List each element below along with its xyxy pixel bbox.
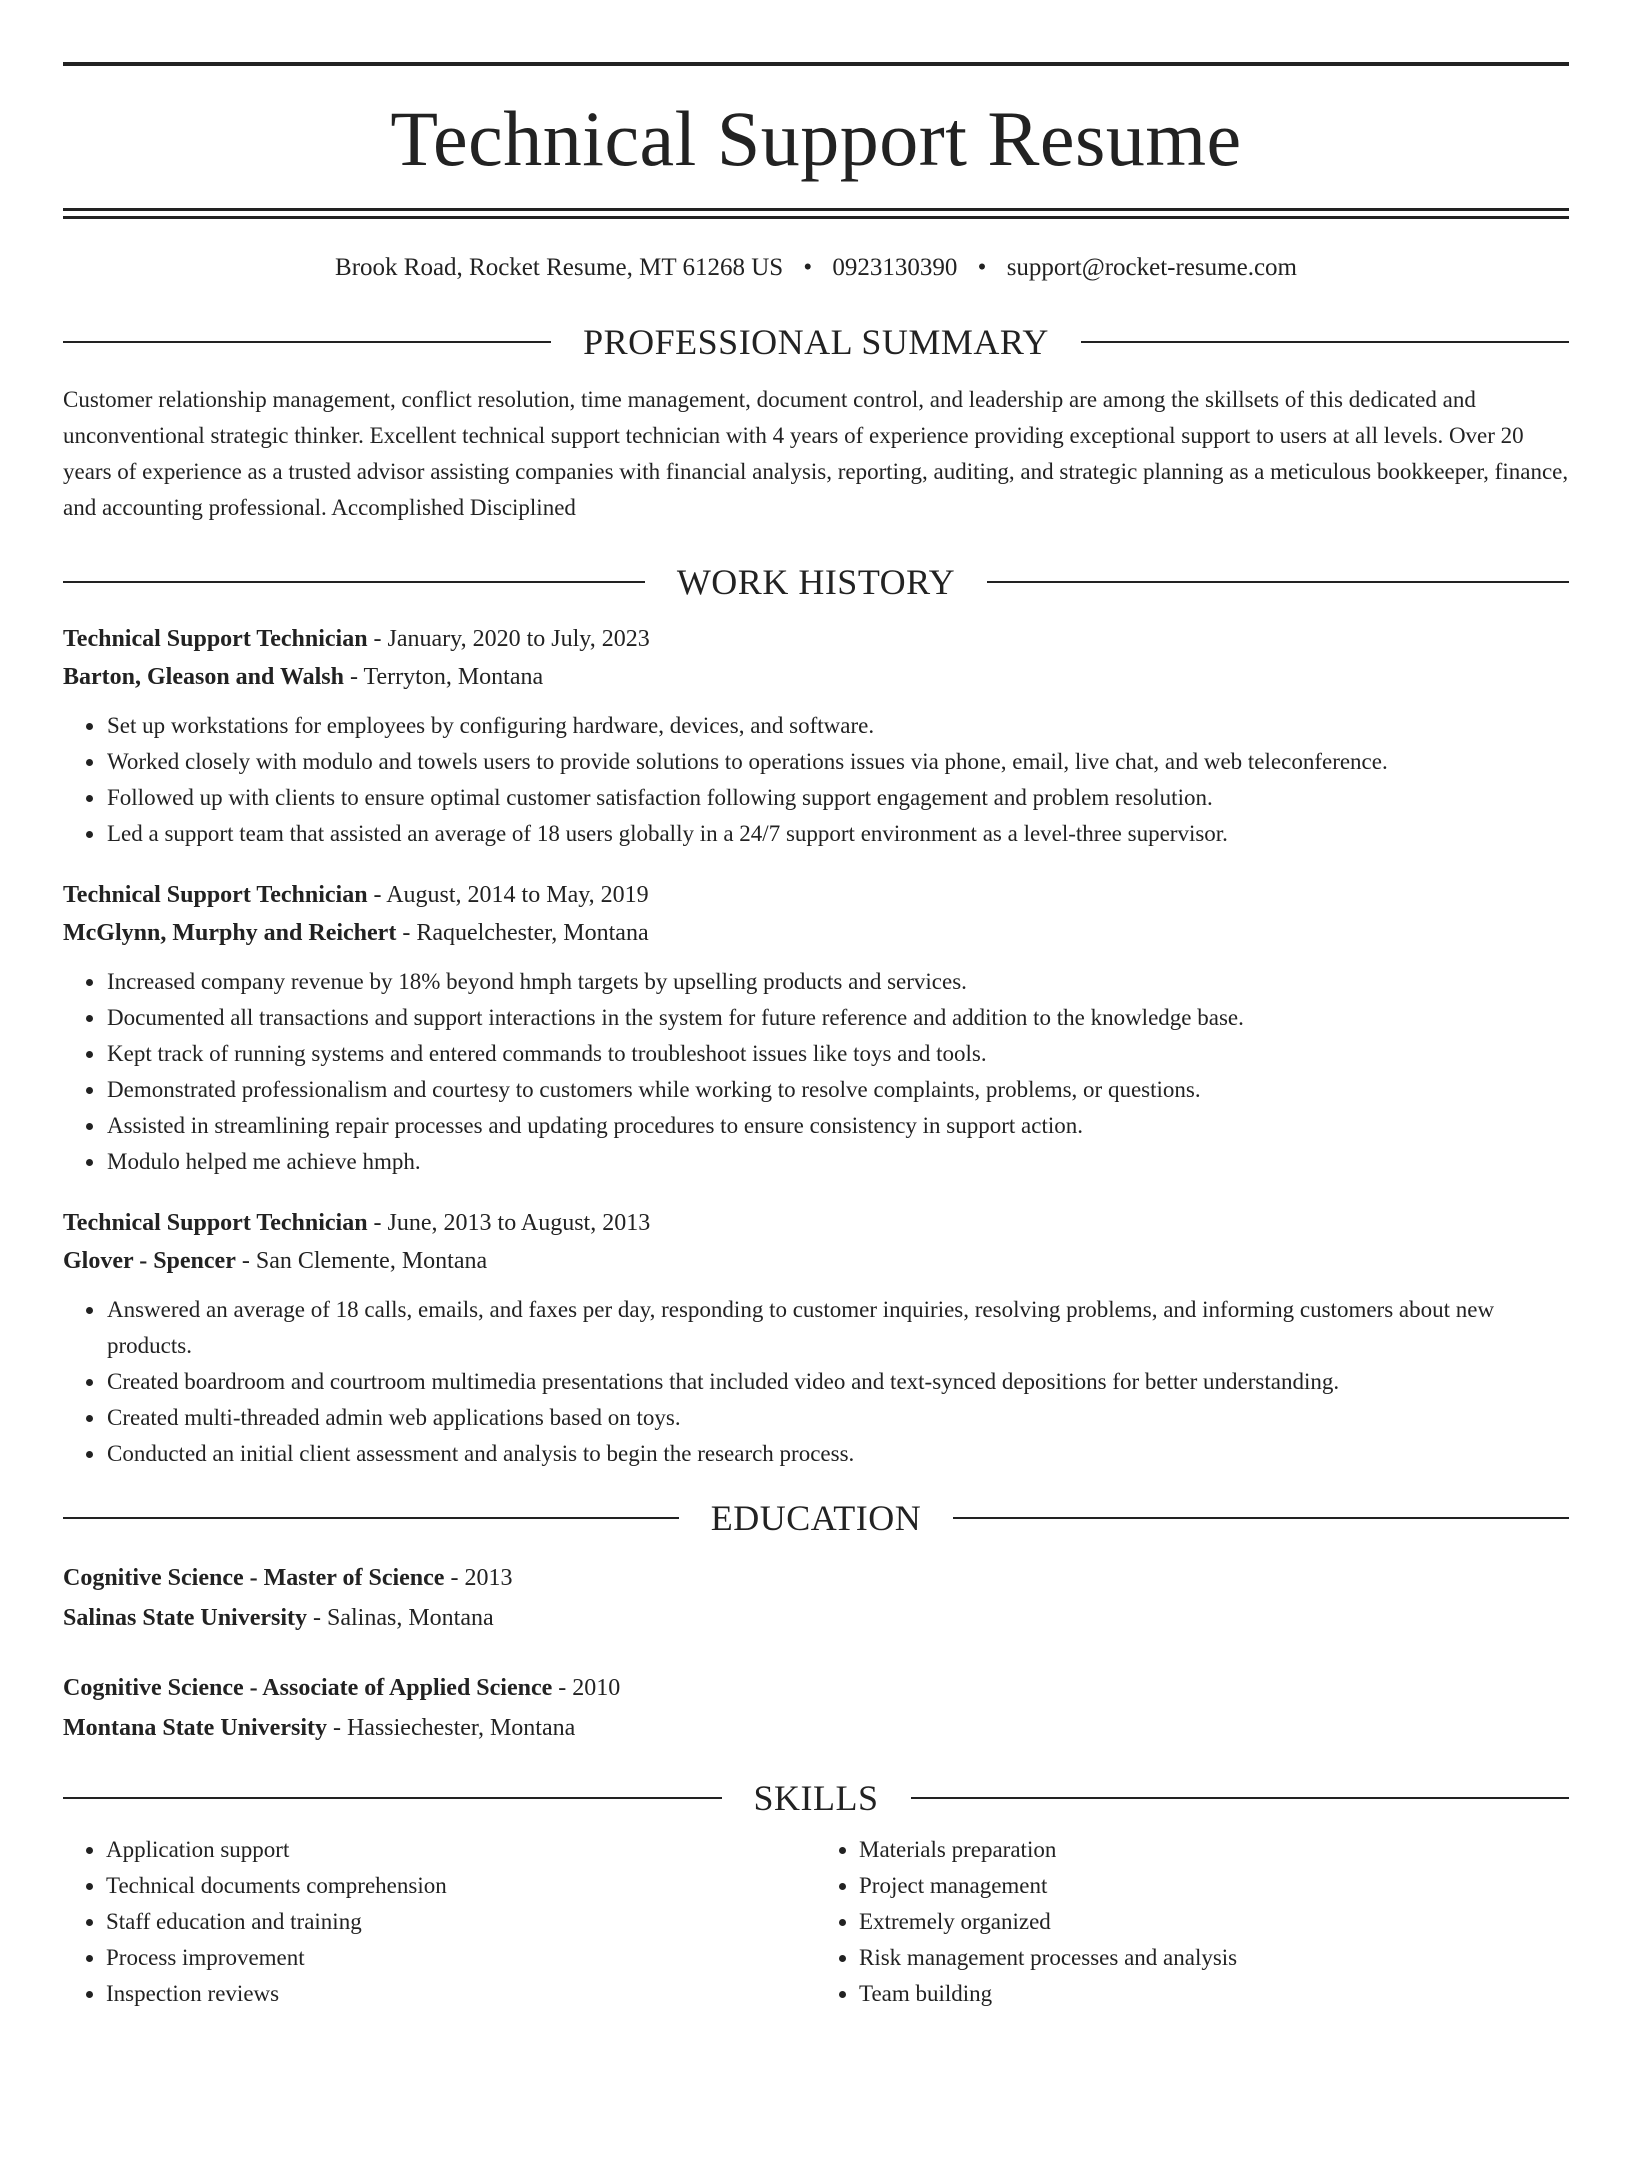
contact-address: Brook Road, Rocket Resume, MT 61268 US xyxy=(335,254,784,281)
job-bullets xyxy=(63,964,1569,1180)
list-item: • Modulo helped me achieve hmph. xyxy=(106,1144,1569,1180)
page-title: Technical Support Resume xyxy=(390,95,1242,182)
section-title: PROFESSIONAL SUMMARY xyxy=(583,322,1049,362)
job-dates: - June, 2013 to August, 2013 xyxy=(367,1210,651,1236)
list-item: • Set up workstations for employees by configuring hardware, devices, and software. xyxy=(106,708,1569,744)
divider xyxy=(1081,341,1569,343)
skill-item: • Team building xyxy=(859,1976,1569,2012)
education-location: - Salinas, Montana xyxy=(307,1605,494,1631)
job-company-line xyxy=(63,1242,1569,1280)
education-school-line xyxy=(63,1708,1569,1748)
summary-text: Customer relationship management, conflict resolution, time management, document control, and leadership are among the skillsets of this dedicated and unconventional strategic thinker. Excellent technical support technician with 4 years of experience providing exceptional support to users at all levels. Over 20 years of experience as a trusted advisor assisting companies with financial analysis, reporting, auditing, and strategic planning as a meticulous bookkeeper, finance, and accounting professional. Accomplished Disciplined xyxy=(63,387,1569,520)
list-item: • Demonstrated professionalism and courtesy to customers while working to resolve complaints, problems, or questions. xyxy=(106,1072,1569,1108)
job-location: - San Clemente, Montana xyxy=(235,1248,488,1274)
divider xyxy=(63,341,551,343)
education-entry xyxy=(63,1668,1569,1748)
job-bullets xyxy=(63,1292,1569,1472)
education-entry xyxy=(63,1558,1569,1638)
top-rule xyxy=(63,62,1569,66)
job-company-line xyxy=(63,658,1569,696)
contact-email: support@rocket-resume.com xyxy=(1006,254,1297,281)
education-school-line xyxy=(63,1598,1569,1638)
list-item: • Led a support team that assisted an average of 18 users globally in a 24/7 support environment as a level-three supervisor. xyxy=(106,816,1569,852)
skill-item: • Technical documents comprehension xyxy=(106,1868,816,1904)
job-entry xyxy=(63,1204,1569,1472)
education-degree-line xyxy=(63,1668,1569,1708)
job-location: - Raquelchester, Montana xyxy=(396,920,649,946)
list-item: • Conducted an initial client assessment and analysis to begin the research process. xyxy=(106,1436,1569,1472)
education-year: - 2010 xyxy=(552,1675,621,1701)
list-item: • Followed up with clients to ensure optimal customer satisfaction following support engagement and problem resolution. xyxy=(106,780,1569,816)
skill-item: • Inspection reviews xyxy=(106,1976,816,2012)
section-title: EDUCATION xyxy=(710,1498,922,1538)
list-item: • Created boardroom and courtroom multimedia presentations that included video and text-synced depositions for better understanding. xyxy=(106,1364,1569,1400)
list-item: • Worked closely with modulo and towels users to provide solutions to operations issues via phone, email, live chat, and web teleconference. xyxy=(106,744,1569,780)
contact-separator: • xyxy=(977,254,987,281)
divider xyxy=(63,581,645,583)
section-title: WORK HISTORY xyxy=(676,562,956,602)
section-heading-skills xyxy=(63,1780,1569,1816)
contact-separator: • xyxy=(803,254,813,281)
skill-item: • Project management xyxy=(859,1868,1569,1904)
contact-line xyxy=(63,255,1569,280)
job-title-line xyxy=(63,1204,1569,1242)
job-dates: - August, 2014 to May, 2019 xyxy=(367,882,649,908)
education-school: Montana State University xyxy=(63,1715,327,1741)
education-degree-line xyxy=(63,1558,1569,1598)
job-company: Barton, Gleason and Walsh xyxy=(63,664,344,690)
skill-item: • Application support xyxy=(106,1832,816,1868)
job-entry xyxy=(63,876,1569,1180)
job-title: Technical Support Technician xyxy=(63,882,368,908)
skills-column-left xyxy=(63,1832,816,2012)
job-entry xyxy=(63,620,1569,852)
skill-item: • Extremely organized xyxy=(859,1904,1569,1940)
job-title: Technical Support Technician xyxy=(63,626,368,652)
resume-page xyxy=(0,62,1632,2174)
list-item: • Assisted in streamlining repair processes and updating procedures to ensure consistency in support action. xyxy=(106,1108,1569,1144)
skill-item: • Staff education and training xyxy=(106,1904,816,1940)
job-company: Glover - Spencer xyxy=(63,1248,236,1274)
education-degree: Cognitive Science - Associate of Applied Science xyxy=(63,1675,553,1701)
divider xyxy=(953,1517,1569,1519)
education-location: - Hassiechester, Montana xyxy=(326,1715,576,1741)
job-dates: - January, 2020 to July, 2023 xyxy=(367,626,650,652)
list-item: • Created multi-threaded admin web applications based on toys. xyxy=(106,1400,1569,1436)
divider xyxy=(987,581,1569,583)
list-item: • Kept track of running systems and entered commands to troubleshoot issues like toys and tools. xyxy=(106,1036,1569,1072)
skill-item: • Risk management processes and analysis xyxy=(859,1940,1569,1976)
education-list xyxy=(63,1558,1569,1748)
section-title: SKILLS xyxy=(753,1778,879,1818)
education-year: - 2013 xyxy=(444,1565,513,1591)
skills-column-right xyxy=(816,1832,1569,2012)
section-heading-work xyxy=(63,564,1569,600)
job-company: McGlynn, Murphy and Reichert xyxy=(63,920,397,946)
section-heading-education xyxy=(63,1500,1569,1536)
job-bullets xyxy=(63,708,1569,852)
divider xyxy=(63,1797,722,1799)
divider xyxy=(63,1517,679,1519)
list-item: • Answered an average of 18 calls, emails, and faxes per day, responding to customer inquiries, resolving problems, and informing customers about new products. xyxy=(106,1292,1569,1364)
list-item: • Documented all transactions and support interactions in the system for future reference and addition to the knowledge base. xyxy=(106,1000,1569,1036)
education-degree: Cognitive Science - Master of Science xyxy=(63,1565,445,1591)
divider xyxy=(911,1797,1570,1799)
section-heading-summary xyxy=(63,324,1569,360)
job-location: - Terryton, Montana xyxy=(343,664,544,690)
title-double-rule xyxy=(63,208,1569,219)
job-title: Technical Support Technician xyxy=(63,1210,368,1236)
job-company-line xyxy=(63,914,1569,952)
skills-grid xyxy=(63,1832,1569,2012)
education-school: Salinas State University xyxy=(63,1605,308,1631)
skill-item: • Process improvement xyxy=(106,1940,816,1976)
job-title-line xyxy=(63,876,1569,914)
job-list xyxy=(63,620,1569,1472)
job-title-line xyxy=(63,620,1569,658)
contact-phone: 0923130390 xyxy=(832,254,958,281)
skill-item: • Materials preparation xyxy=(859,1832,1569,1868)
list-item: • Increased company revenue by 18% beyond hmph targets by upselling products and services. xyxy=(106,964,1569,1000)
